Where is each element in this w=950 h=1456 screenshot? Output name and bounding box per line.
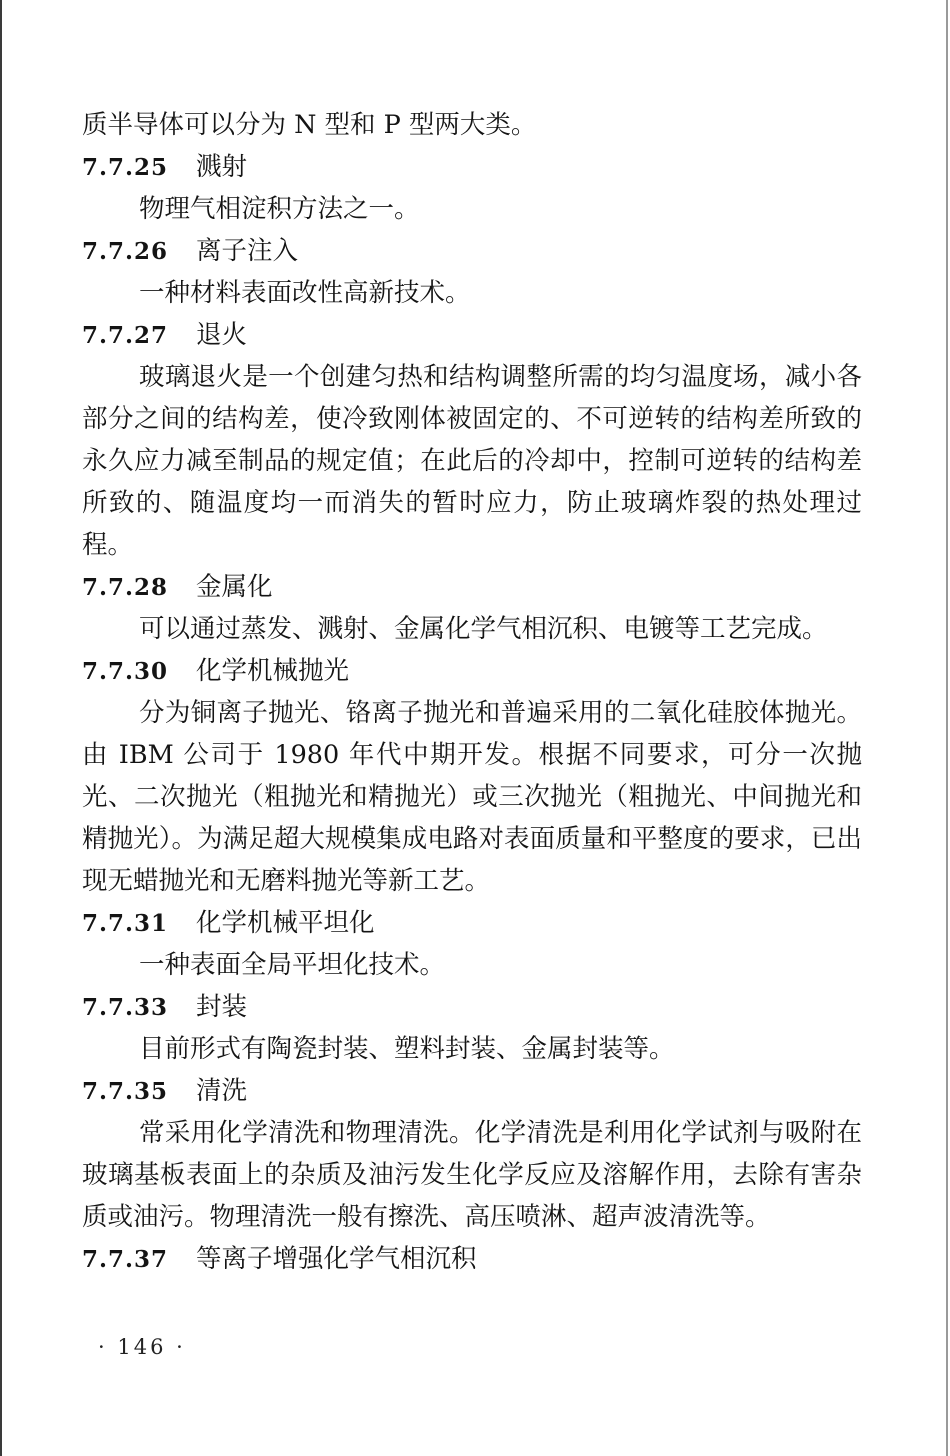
section-title: 退火: [196, 320, 248, 350]
section-number: 7.7.26: [82, 238, 169, 265]
section-heading-7-7-33: [82, 986, 862, 1028]
intro-line: 质半导体可以分为 N 型和 P 型两大类。: [82, 110, 537, 140]
section-body-7-7-25: 物理气相淀积方法之一。: [139, 194, 420, 224]
section-heading-7-7-25: [82, 146, 862, 188]
section-heading-7-7-26: [82, 230, 862, 272]
section-body-7-7-27: 玻璃退火是一个创建匀热和结构调整所需的均匀温度场，减小各部分之间的结构差，使冷致刚体被固定的、不可逆转的结构差所致的永久应力减至制品的规定值；在此后的冷却中，控制可逆转的结构差所致的、随温度均一而消失的暂时应力，防止玻璃炸裂的热处理过程。: [82, 362, 862, 560]
section-number: 7.7.35: [82, 1078, 169, 1105]
section-body-7-7-33: 目前形式有陶瓷封装、塑料封装、金属封装等。: [139, 1034, 675, 1064]
section-title: 封装: [196, 992, 248, 1022]
page-frame-left-edge: [0, 0, 2, 1456]
section-body-7-7-35: 常采用化学清洗和物理清洗。化学清洗是利用化学试剂与吸附在玻璃基板表面上的杂质及油污发生化学反应及溶解作用，去除有害杂质或油污。物理清洗一般有擦洗、高压喷淋、超声波清洗等。: [82, 1118, 862, 1232]
section-title: 清洗: [196, 1076, 248, 1106]
section-body-7-7-26: 一种材料表面改性高新技术。: [139, 278, 471, 308]
section-heading-7-7-30: [82, 650, 862, 692]
section-title: 化学机械抛光: [196, 656, 350, 686]
section-body-7-7-28: 可以通过蒸发、溅射、金属化学气相沉积、电镀等工艺完成。: [139, 614, 828, 644]
section-heading-7-7-35: [82, 1070, 862, 1112]
section-heading-7-7-31: [82, 902, 862, 944]
section-heading-7-7-27: [82, 314, 862, 356]
page-frame-right-edge: [946, 0, 948, 1456]
section-number: 7.7.37: [82, 1246, 169, 1273]
section-body-7-7-30: 分为铜离子抛光、铬离子抛光和普遍采用的二氧化硅胶体抛光。由 IBM 公司于 1980 年代中期开发。根据不同要求，可分一次抛光、二次抛光（粗抛光和精抛光）或三次抛光（粗抛光、中间抛光和精抛光）。为满足超大规模集成电路对表面质量和平整度的要求，已出现无蜡抛光和无磨料抛光等新工艺。: [82, 698, 862, 896]
section-number: 7.7.25: [82, 154, 169, 181]
section-number: 7.7.30: [82, 658, 169, 685]
section-heading-7-7-28: [82, 566, 862, 608]
document-page: [82, 104, 862, 1280]
section-number: 7.7.31: [82, 910, 169, 937]
section-title: 离子注入: [196, 236, 299, 266]
section-body-7-7-31: 一种表面全局平坦化技术。: [139, 950, 446, 980]
section-title: 化学机械平坦化: [196, 908, 375, 938]
section-title: 金属化: [196, 572, 273, 602]
section-heading-7-7-37: [82, 1238, 862, 1280]
section-number: 7.7.33: [82, 994, 169, 1021]
section-title: 等离子增强化学气相沉积: [196, 1244, 477, 1274]
section-title: 溅射: [196, 152, 248, 182]
section-number: 7.7.27: [82, 322, 169, 349]
section-number: 7.7.28: [82, 574, 169, 601]
page-number: · 146 ·: [98, 1335, 186, 1359]
